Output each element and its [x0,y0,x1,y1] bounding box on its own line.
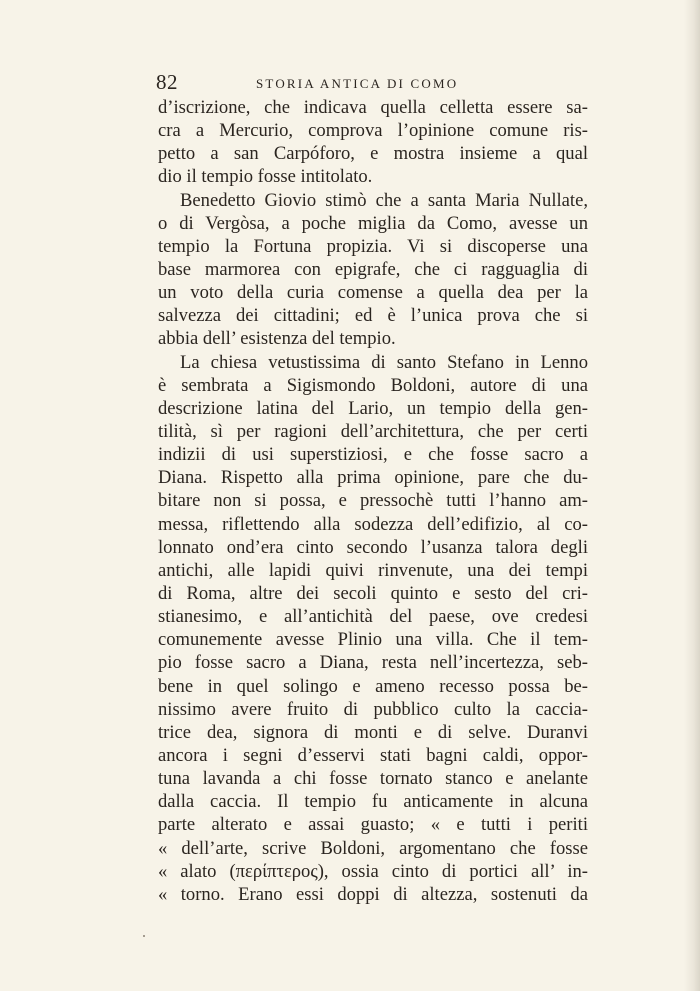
text-line: è sembrata a Sigismondo Boldoni, autore di una [158,374,588,396]
text-line: « torno. Erano essi doppi di altezza, sostenuti da [158,883,588,905]
text-line: La chiesa vetustissima di santo Stefano in Lenno [180,351,588,373]
text-line: salvezza dei cittadini; ed è l’unica prova che si [158,305,588,327]
paper-speck [143,935,145,937]
text-line: petto a san Carpóforo, e mostra insieme a qual [158,143,588,165]
text-line: d’iscrizione, che indicava quella celletta essere sa- [158,97,588,118]
text-line: tempio la Fortuna propizia. Vi si discoperse una [158,235,588,257]
text-line: lonnato ond’era cinto secondo l’usanza talora degli [158,536,588,558]
text-line: di Roma, altre dei secoli quinto e sesto del cri- [158,582,588,604]
text-line: indizii di usi superstiziosi, e che fosse sacro a [158,444,588,466]
text-line: dalla caccia. Il tempio fu anticamente in alcuna [158,791,588,813]
text-line: cra a Mercurio, comprova l’opinione comune ris- [158,120,588,142]
text-line: tilità, sì per ragioni dell’architettura, che per certi [158,420,588,442]
text-line: descrizione latina del Lario, un tempio della gen- [158,397,588,419]
text-line: un voto della curia comense a quella dea per la [158,282,588,304]
text-line: pio fosse sacro a Diana, resta nell’incertezza, seb- [158,652,588,674]
text-line: Diana. Rispetto alla prima opinione, pare che du- [158,467,588,489]
text-line: stianesimo, e all’antichità del paese, ove credesi [158,606,588,628]
text-line: « dell’arte, scrive Boldoni, argomentano che fosse [158,837,588,859]
page-edge-shadow [684,0,700,991]
text-line: trice dea, signora di monti e di selve. Duranvi [158,721,588,743]
text-line: bitare non si possa, e pressochè tutti l’hanno am- [158,490,588,512]
text-line: tuna lavanda a chi fosse tornato stanco e anelante [158,768,588,790]
page-number: 82 [156,70,178,94]
text-line: dio il tempio fosse intitolato. [158,166,373,188]
text-line: Benedetto Giovio stimò che a santa Maria Nullate, [180,189,588,211]
running-head: STORIA ANTICA DI COMO [256,76,459,91]
text-line: o di Vergòsa, a poche miglia da Como, avesse un [158,212,588,234]
text-line: comunemente avesse Plinio una villa. Che il tem- [158,629,588,651]
text-line: base marmorea con epigrafe, che ci ragguaglia di [158,258,588,280]
text-line: ancora i segni d’esservi stati bagni caldi, oppor- [158,744,588,766]
text-line: nissimo avere fruito di pubblico culto la caccia- [158,698,588,720]
text-line: « alato (περίπτερος), ossia cinto di portici all’ in- [158,860,588,882]
text-line: bene in quel solingo e ameno recesso possa be- [158,675,588,697]
text-line: parte alterato e assai guasto; « e tutti i periti [158,814,588,836]
text-line: messa, riflettendo alla sodezza dell’edifizio, al co- [158,513,588,535]
text-line: antichi, alle lapidi quivi rinvenute, una dei tempi [158,559,588,581]
body-text [158,96,588,906]
text-line: abbia dell’ esistenza del tempio. [158,328,396,350]
